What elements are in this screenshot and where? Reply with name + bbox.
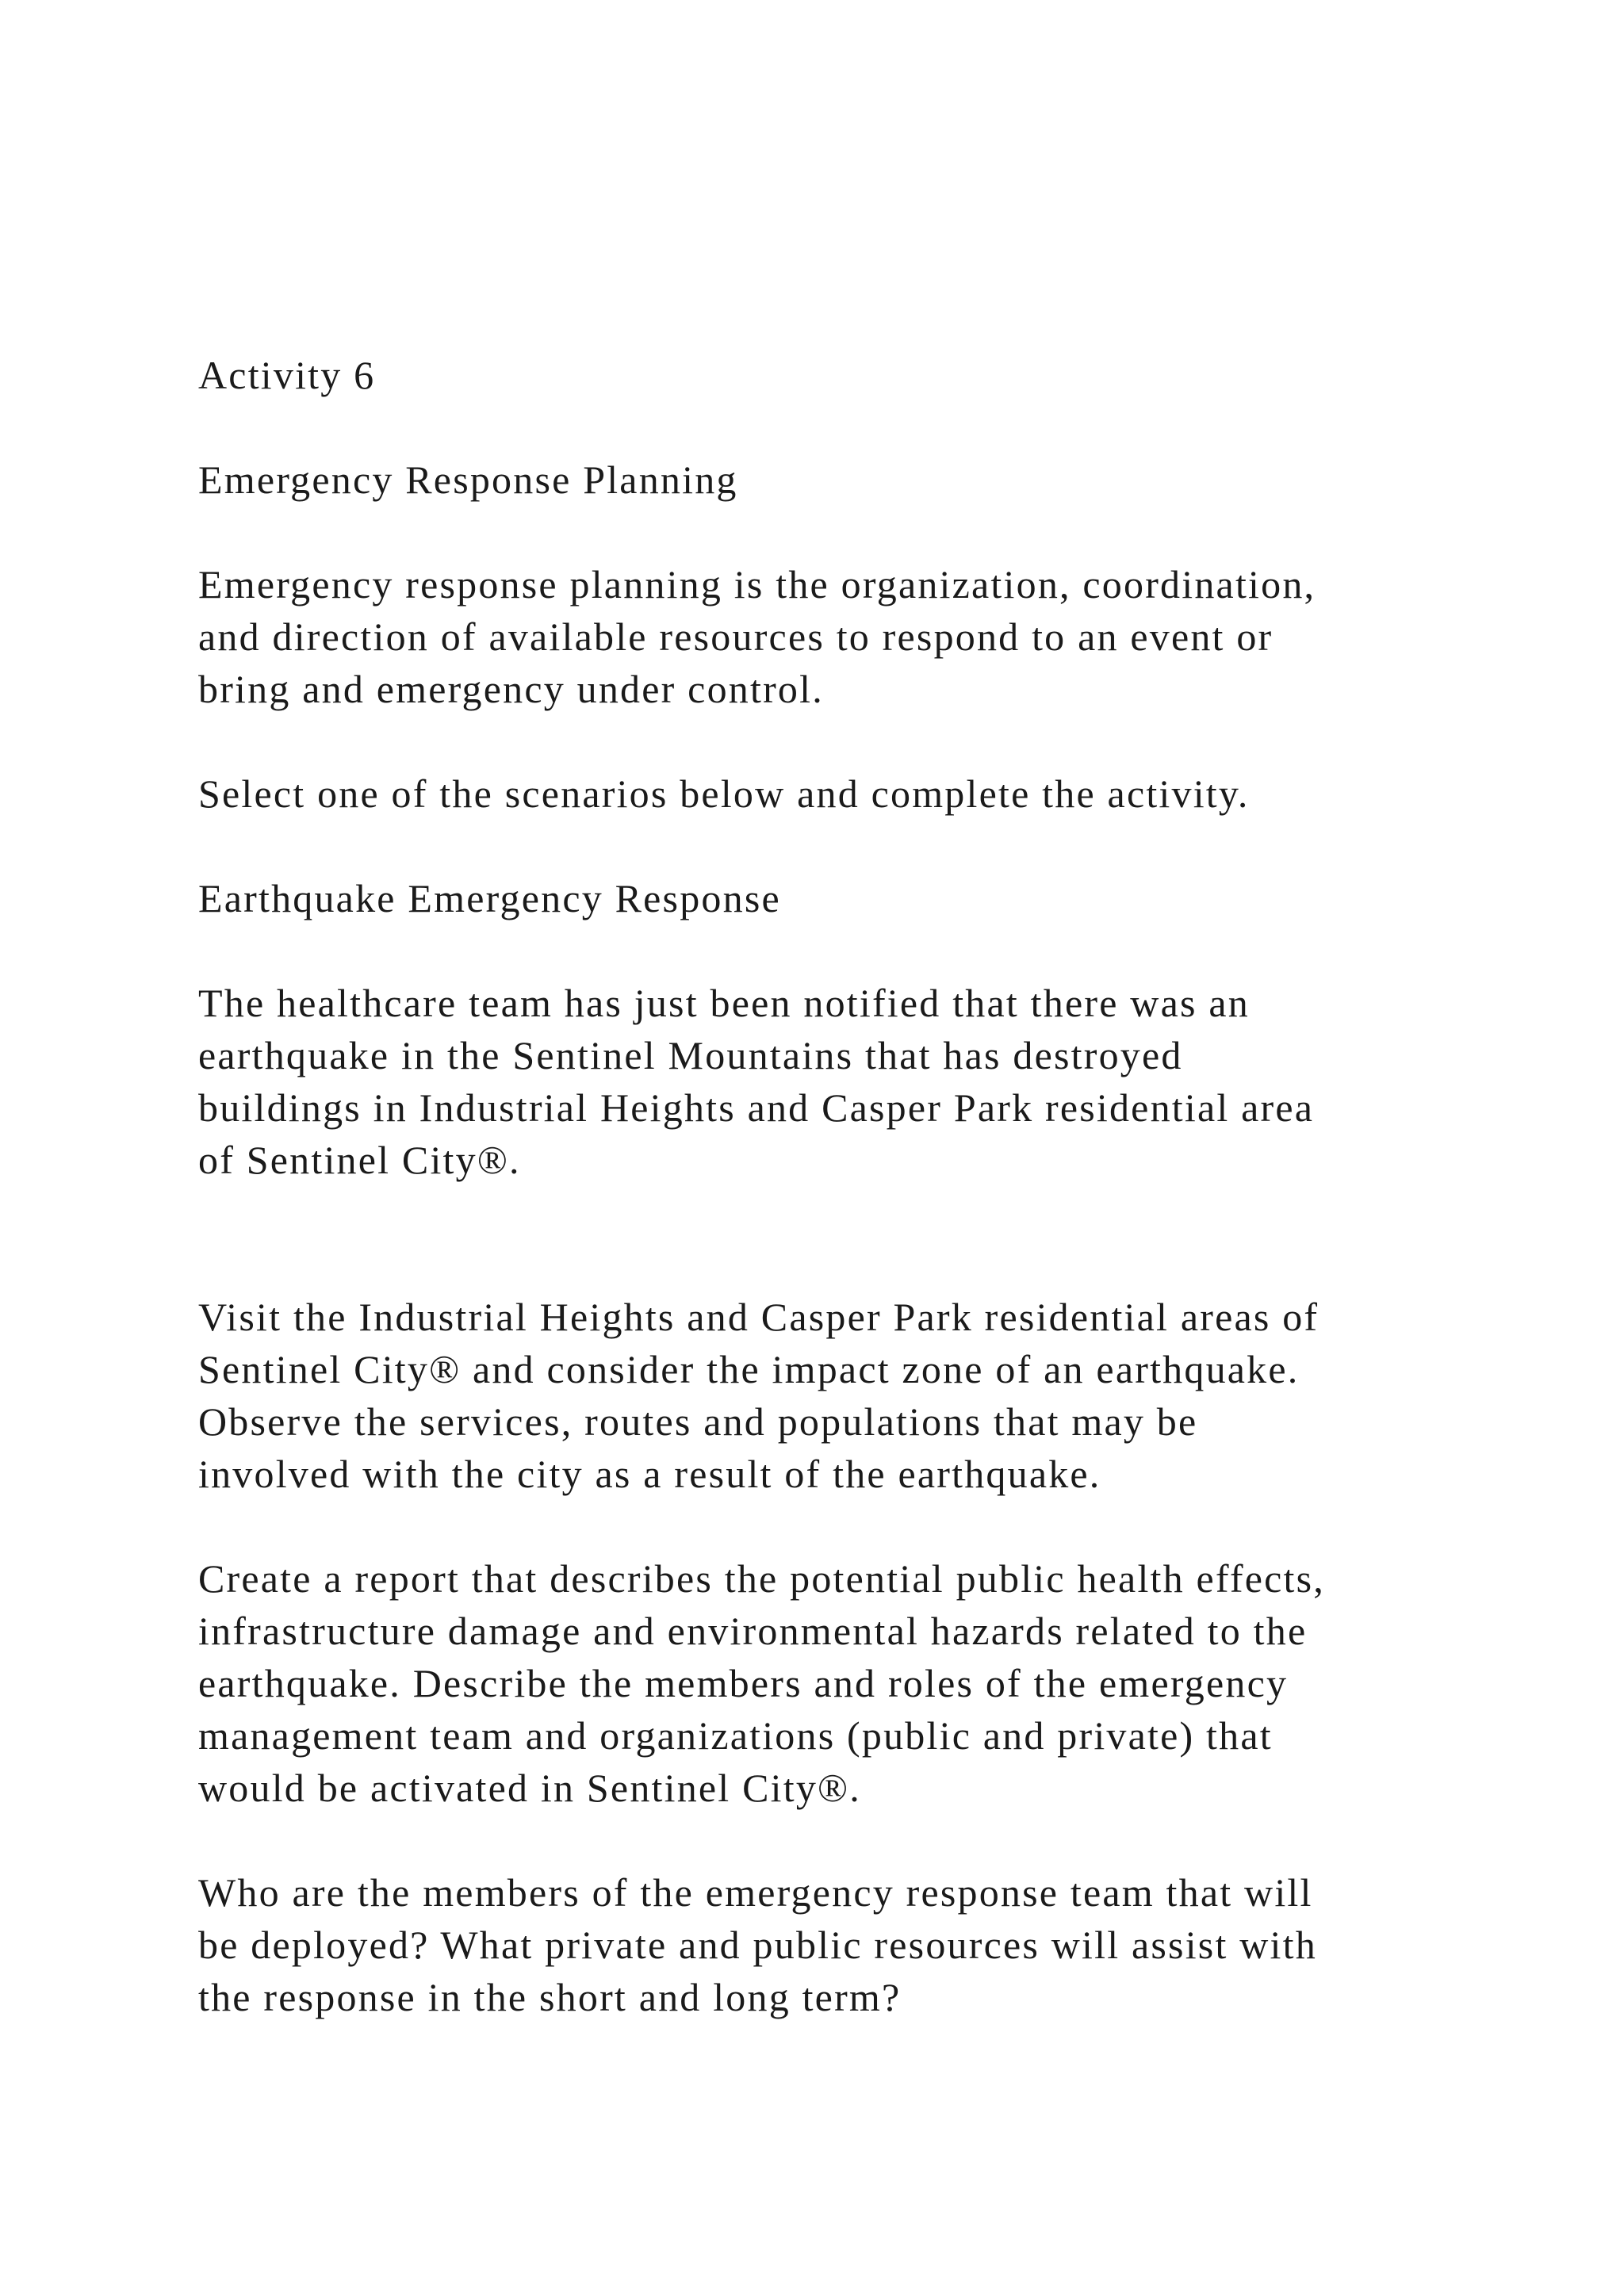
activity-subheading: Emergency Response Planning (198, 457, 738, 502)
activity-heading: Activity 6 (198, 353, 376, 397)
instruction-paragraph: Select one of the scenarios below and complete the activity. (198, 771, 1250, 816)
questions-paragraph: Who are the members of the emergency response team that will be deployed? What private and public resources will assist with the response in the short and long term? (198, 1870, 1317, 2019)
report-task-paragraph: Create a report that describes the potential public health effects, infrastructure damage and environmental hazards related to the earthquake. Describe the members and roles of the emergency management team and organizations (public and private) that would be activated in Sentinel City®. (198, 1556, 1325, 1810)
scenario-title: Earthquake Emergency Response (198, 876, 781, 920)
visit-task-paragraph: Visit the Industrial Heights and Casper Park residential areas of Sentinel City® and consider the impact zone of an earthquake. Observe the services, routes and populations that may be involved with the city as a result of the earthquake. (198, 1295, 1320, 1496)
definition-paragraph: Emergency response planning is the organization, coordination, and direction of available resources to respond to an event or bring and emergency under control. (198, 562, 1316, 711)
document-body (198, 349, 1483, 2023)
scenario-intro-paragraph: The healthcare team has just been notified that there was an earthquake in the Sentinel Mountains that has destroyed buildings in Industrial Heights and Casper Park residential area of Sentinel City®. (198, 981, 1315, 1182)
